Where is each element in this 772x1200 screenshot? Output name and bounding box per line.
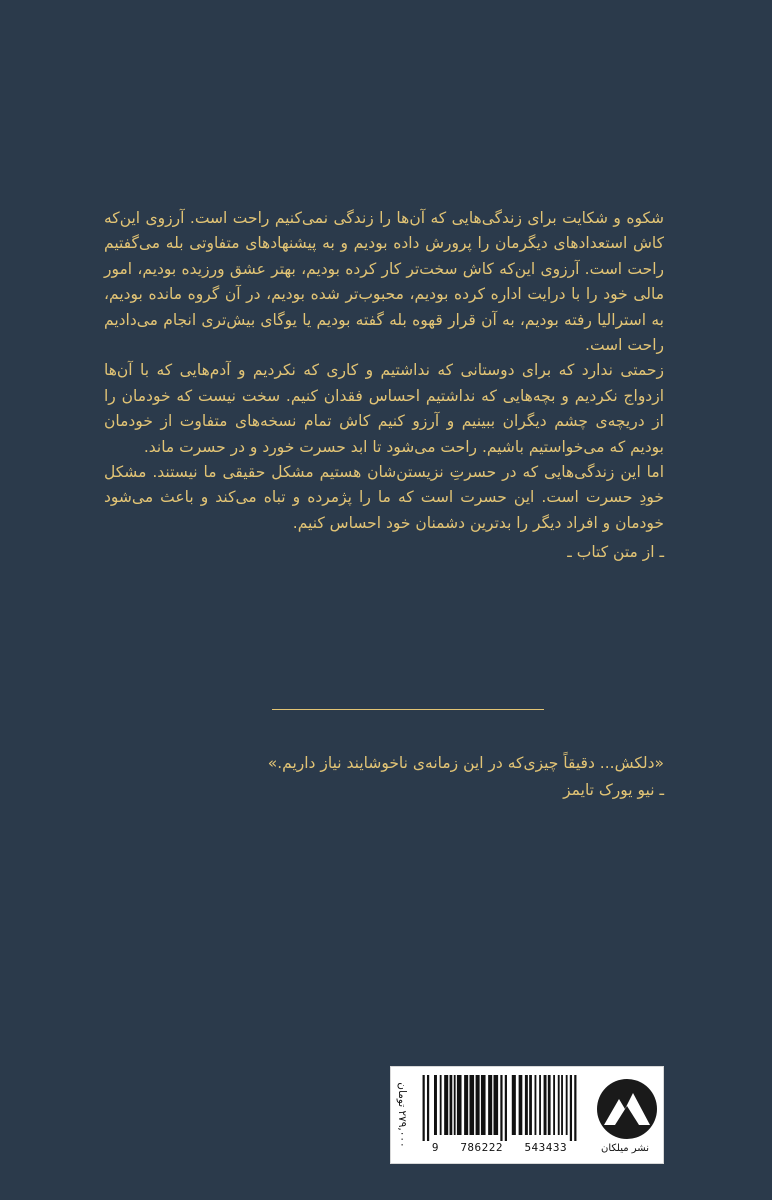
barcode-bar [544,1075,547,1135]
blurb-paragraph-3: اما این زندگی‌هایی که در حسرتِ نزیستن‌شان هستیم مشکل حقیقی ما نیستند. مشکل خودِ حسرت است. این حسرت است که ما را پژمرده و تباه می‌کند و باعث می‌شود خودمان و افراد دیگر را بدترین دشمنان خود احساس کنیم. [104,463,664,532]
blurb-paragraph-1: شکوه و شکایت برای زندگی‌هایی که آن‌ها را زندگی نمی‌کنیم راحت است. آرزوی این‌که کاش استعدادهای دیگرمان را پرورش داده بودیم و به پیشنهادهای متفاوتی بله می‌گفتیم راحت است. آرزوی این‌که کاش سخت‌تر کار کرده بودیم، بهتر عشق ورزیده بودیم، امور مالی خود را با درایت اداره کرده بودیم، محبوب‌تر شده بودیم، در آن گروه مانده بودیم، به استرالیا رفته بودیم، به آن قرار قهوه بله گفته بودیم یا یوگای بیش‌تری انجام می‌دادیم راحت است. [104,209,664,355]
barcode-bar [561,1075,563,1135]
barcode-bar [539,1075,541,1135]
barcode-bar [558,1075,560,1135]
barcode-bar [434,1075,437,1135]
barcode-bar [493,1075,498,1135]
barcode-bar [548,1075,551,1135]
barcode-bar [427,1075,429,1141]
quote-attribution: ـ نیو یورک تایمز [563,781,664,799]
isbn-group-2: 543433 [524,1141,568,1154]
barcode-bar [423,1075,425,1141]
review-quote [104,750,664,804]
barcode-sticker [390,1066,664,1164]
barcode [417,1075,582,1141]
isbn-group-1: 786222 [460,1141,504,1154]
isbn-number [417,1141,582,1154]
blurb-text [104,206,664,566]
barcode-bar [519,1075,523,1135]
barcode-bar [574,1075,576,1141]
barcode-bar [469,1075,474,1135]
price-text: ۲۷۹,۰۰۰ تومان [396,1082,408,1148]
barcode-bar [444,1075,448,1135]
barcode-bar [512,1075,516,1135]
barcode-bar [553,1075,555,1135]
price-label [391,1067,413,1163]
barcode-bar [505,1075,507,1141]
barcode-bar [500,1075,502,1141]
barcode-bar [476,1075,480,1135]
blurb-paragraph-2: زحمتی ندارد که برای دوستانی که نداشتیم و کاری که نکردیم و آدم‌هایی که با آن‌ها ازدواج نکردیم و بچه‌هایی که نداشتیم احساس فقدان کنیم. سخت نیست که خودمان را از دریچه‌ی چشم دیگران ببینیم و آرزو کنیم کاش تمام نسخه‌های متفاوت از خودمان بودیم که می‌خواستیم باشیم. راحت می‌شود تا ابد حسرت خورد و در حسرت ماند. [104,361,664,456]
barcode-bar [529,1075,532,1135]
isbn-first-digit: 9 [431,1141,439,1154]
barcode-bar [535,1075,537,1135]
barcode-bar [570,1075,572,1141]
barcode-bar [566,1075,568,1135]
publisher-name: نشر میلکان [601,1143,649,1154]
barcode-bar [454,1075,456,1135]
barcode-bar [481,1075,486,1135]
barcode-bar [464,1075,468,1135]
barcode-bar [488,1075,492,1135]
barcode-bar [450,1075,453,1135]
quote-text: «دلکش... دقیقاً چیزی‌که در این زمانه‌ی ناخوشایند نیاز داریم.» [267,754,664,772]
blurb-source: ـ از متن کتاب ـ [567,543,664,562]
barcode-bar [440,1075,442,1135]
barcode-bar [525,1075,528,1135]
barcode-bar [457,1075,462,1135]
divider-line [272,709,544,710]
